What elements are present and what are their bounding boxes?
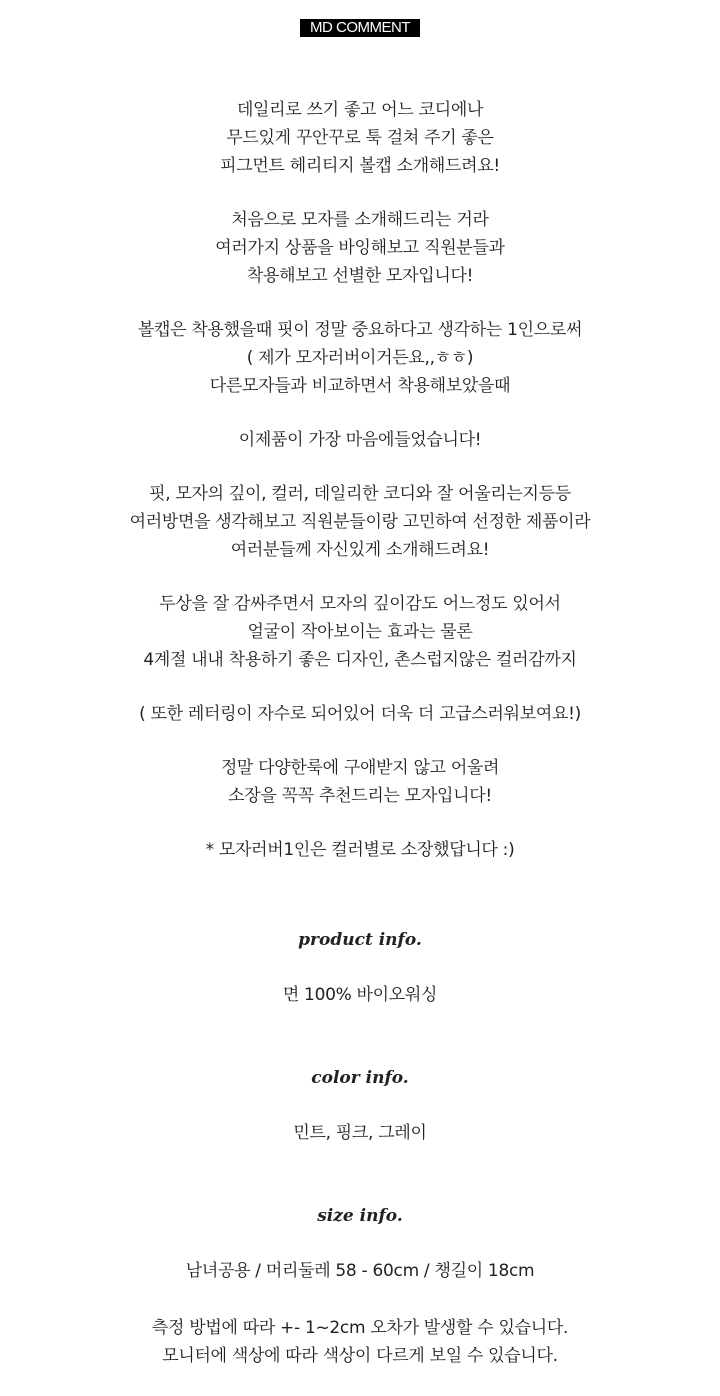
comment-paragraph <box>0 426 720 454</box>
comment-line: 여러방면을 생각해보고 직원분들이랑 고민하여 선정한 제품이라 <box>129 512 591 532</box>
comment-line: 정말 다양한룩에 구애받지 않고 어울려 <box>220 758 500 778</box>
size-info-title: size info. <box>317 1206 403 1226</box>
note-line: 모니터에 색상에 따라 색상이 다르게 보일 수 있습니다. <box>162 1346 558 1366</box>
md-comment-body <box>0 96 720 890</box>
comment-paragraph <box>0 836 720 864</box>
comment-paragraph <box>0 590 720 674</box>
note-line: 측정 방법에 따라 +- 1~2cm 오차가 발생할 수 있습니다. <box>151 1318 569 1338</box>
comment-paragraph <box>0 700 720 728</box>
comment-line: 소장을 꼭꼭 추천드리는 모자입니다! <box>228 786 492 806</box>
comment-line: 처음으로 모자를 소개해드리는 거라 <box>231 210 489 230</box>
comment-line: 착용해보고 선별한 모자입니다! <box>246 266 474 286</box>
product-info-value: 면 100% 바이오워싱 <box>282 985 438 1005</box>
comment-line: 얼굴이 작아보이는 효과는 물론 <box>247 622 473 642</box>
comment-line: 여러분들께 자신있게 소개해드려요! <box>230 540 490 560</box>
comment-line: ( 제가 모자러버이거든요,,ㅎㅎ) <box>246 348 474 368</box>
comment-paragraph <box>0 480 720 564</box>
comment-line: * 모자러버1인은 컬러별로 소장했답니다 :) <box>205 840 515 860</box>
notes <box>0 1314 720 1370</box>
comment-line: 이제품이 가장 마음에들었습니다! <box>238 430 482 450</box>
comment-line: ( 또한 레터링이 자수로 되어있어 더욱 더 고급스러워보여요!) <box>139 704 581 724</box>
comment-line: 다른모자들과 비교하면서 착용해보았을때 <box>209 376 511 396</box>
comment-paragraph <box>0 96 720 180</box>
comment-line: 피그먼트 헤리티지 볼캡 소개해드려요! <box>220 156 500 176</box>
color-info-value: 민트, 핑크, 그레이 <box>293 1123 427 1143</box>
comment-line: 볼캡은 착용했을때 핏이 정말 중요하다고 생각하는 1인으로써 <box>137 320 583 340</box>
color-info-title: color info. <box>311 1068 409 1088</box>
comment-paragraph <box>0 754 720 810</box>
header <box>0 17 720 37</box>
comment-paragraph <box>0 206 720 290</box>
size-info-value: 남녀공용 / 머리둘레 58 - 60cm / 챙길이 18cm <box>185 1261 535 1281</box>
product-info-title: product info. <box>298 930 422 950</box>
comment-line: 4계절 내내 착용하기 좋은 디자인, 촌스럽지않은 컬러감까지 <box>143 650 577 670</box>
comment-line: 핏, 모자의 깊이, 컬러, 데일리한 코디와 잘 어울리는지등등 <box>149 484 571 504</box>
md-comment-badge: MD COMMENT <box>300 19 420 37</box>
comment-line: 여러가지 상품을 바잉해보고 직원분들과 <box>215 238 505 258</box>
comment-line: 데일리로 쓰기 좋고 어느 코디에나 <box>236 100 484 120</box>
comment-line: 두상을 잘 감싸주면서 모자의 깊이감도 어느정도 있어서 <box>159 594 561 614</box>
comment-paragraph <box>0 316 720 400</box>
comment-line: 무드있게 꾸안꾸로 툭 걸쳐 주기 좋은 <box>226 128 494 148</box>
